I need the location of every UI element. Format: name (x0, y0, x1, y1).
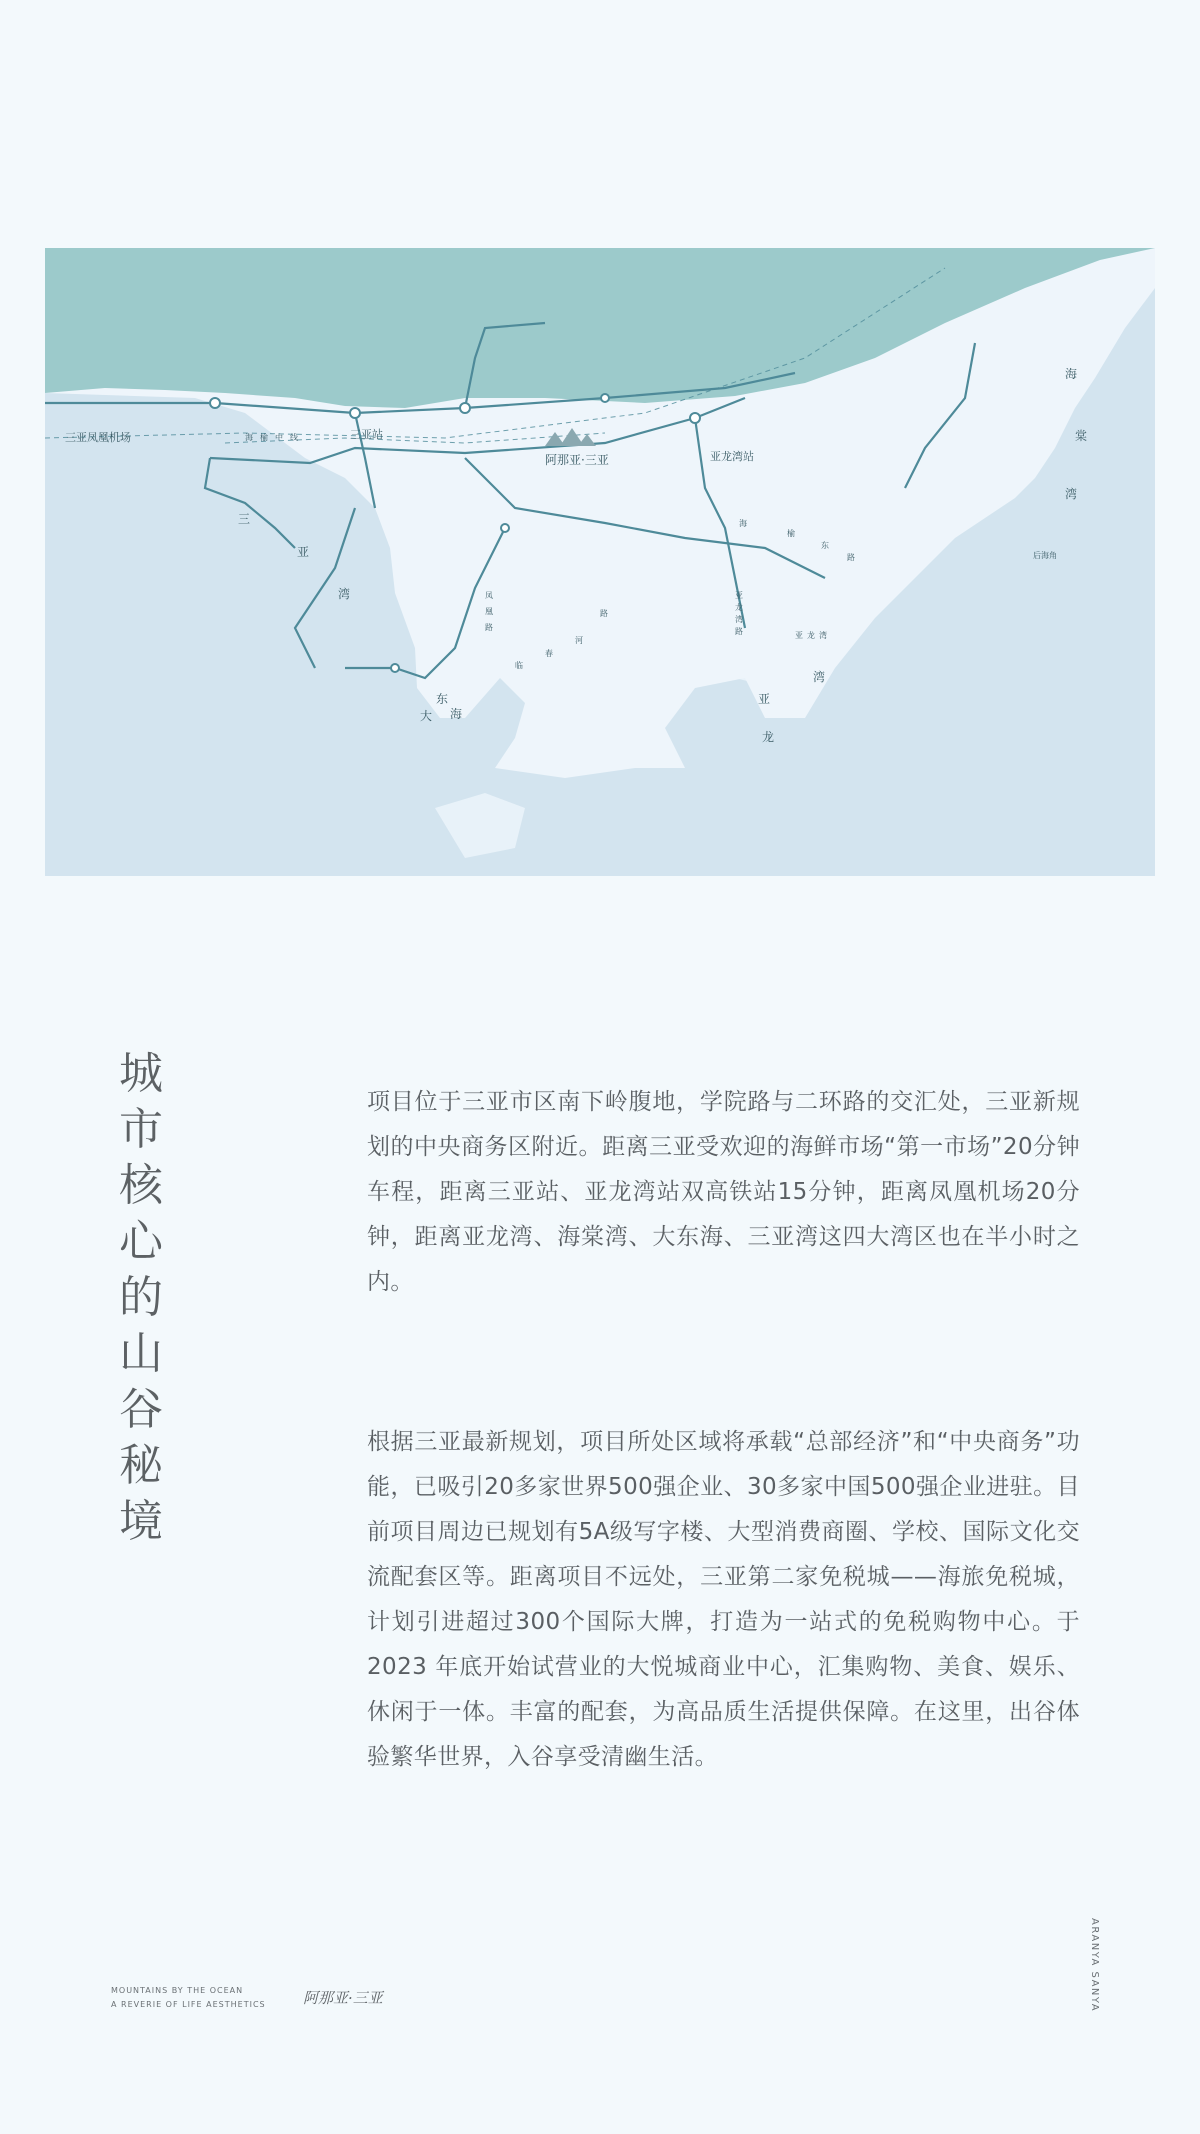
project-label: 阿那亚·三亚 (545, 453, 609, 467)
road-char: 亚 (735, 591, 743, 600)
project-node (460, 403, 470, 413)
houhai-label: 后海角 (1033, 551, 1057, 560)
planning-paragraph: 根据三亚最新规划，项目所处区域将承载“总部经济”和“中央商务”功能，已吸引20多家世界500强企业、30多家中国500强企业进驻。目前项目周边已规划有5A级写字楼、大型消费商圈、学校、国际文化交流配套区等。距离项目不远处，三亚第二家免税城——海旅免税城，计划引进超过300个国际大牌，打造为一站式的免税购物中心。于 2023 年底开始试营业的大悦城商业中心，汇集购物、美食、娱乐、休闲于一体。丰富的配套，为高品质生活提供保障。在这里，出谷体验繁华世界，入谷享受清幽生活。 (367, 1429, 1080, 1770)
sea-char: 大 (420, 709, 433, 723)
node (501, 524, 509, 532)
road-char: 榆 (787, 529, 795, 538)
road-char: 河 (575, 636, 583, 645)
footer-logo: 阿那亚·三亚 (303, 1989, 383, 2007)
road-char: 龙 (735, 603, 743, 612)
road-char: 湾 (735, 615, 743, 624)
footer-line-1: MOUNTAINS BY THE OCEAN (111, 1986, 244, 1995)
road-char: 临 (515, 661, 523, 670)
road-char: 凰 (485, 607, 493, 616)
yalongwan-station-label: 亚龙湾站 (710, 450, 754, 463)
node (391, 664, 399, 672)
road-char: 路 (600, 609, 608, 618)
road-char: 湾 (819, 631, 827, 640)
sanya-station-label: 三亚站 (350, 428, 383, 441)
road-char: 亚 (795, 631, 803, 640)
road-char: 春 (545, 649, 553, 658)
bay-char: 湾 (1065, 487, 1078, 501)
road-char: 东 (821, 541, 829, 550)
footer-tagline (111, 1984, 266, 2012)
road-char: 线 (290, 433, 298, 442)
intro-paragraph: 项目位于三亚市区南下岭腹地，学院路与二环路的交汇处，三亚新规划的中央商务区附近。距离三亚受欢迎的海鲜市场“第一市场”20分钟车程，距离三亚站、亚龙湾站双高铁站15分钟，距离凤凰机场20分钟，距离亚龙湾、海棠湾、大东海、三亚湾这四大湾区也在半小时之内。 (367, 1089, 1080, 1295)
sea-char: 海 (450, 707, 463, 721)
node (601, 394, 609, 402)
bay-char: 亚 (297, 545, 310, 559)
bay-char: 湾 (813, 670, 826, 684)
side-brand-text: ARANYA SANYA (1089, 1918, 1100, 2013)
road-char: 龙 (807, 631, 815, 640)
road-char: 凤 (485, 591, 493, 600)
sea-char: 东 (436, 692, 449, 706)
yalongwan-station-node (690, 413, 700, 423)
bay-char: 湾 (338, 587, 351, 601)
airport-node (210, 398, 220, 408)
bay-char: 亚 (758, 692, 771, 706)
location-map (45, 248, 1155, 876)
road-char: 路 (735, 627, 743, 636)
airport-label: 三亚凤凰机场 (65, 431, 131, 444)
section-title: 城市核心的山谷秘境 (119, 1048, 163, 1547)
road-char: 榆 (260, 433, 268, 442)
sanya-station-node (350, 408, 360, 418)
island (435, 793, 525, 858)
bay-char: 龙 (762, 730, 775, 744)
road-char: 海 (245, 433, 253, 442)
road-char: 路 (485, 623, 493, 632)
coast-road (205, 458, 295, 548)
road-char: 海 (739, 519, 747, 528)
bay-char: 三 (238, 512, 251, 526)
footer-line-2: A REVERIE OF LIFE AESTHETICS (111, 2000, 266, 2009)
bay-char: 棠 (1075, 429, 1088, 443)
road-char: 路 (847, 553, 855, 562)
road-char: 中 (275, 433, 283, 442)
bay-char: 海 (1065, 367, 1078, 381)
